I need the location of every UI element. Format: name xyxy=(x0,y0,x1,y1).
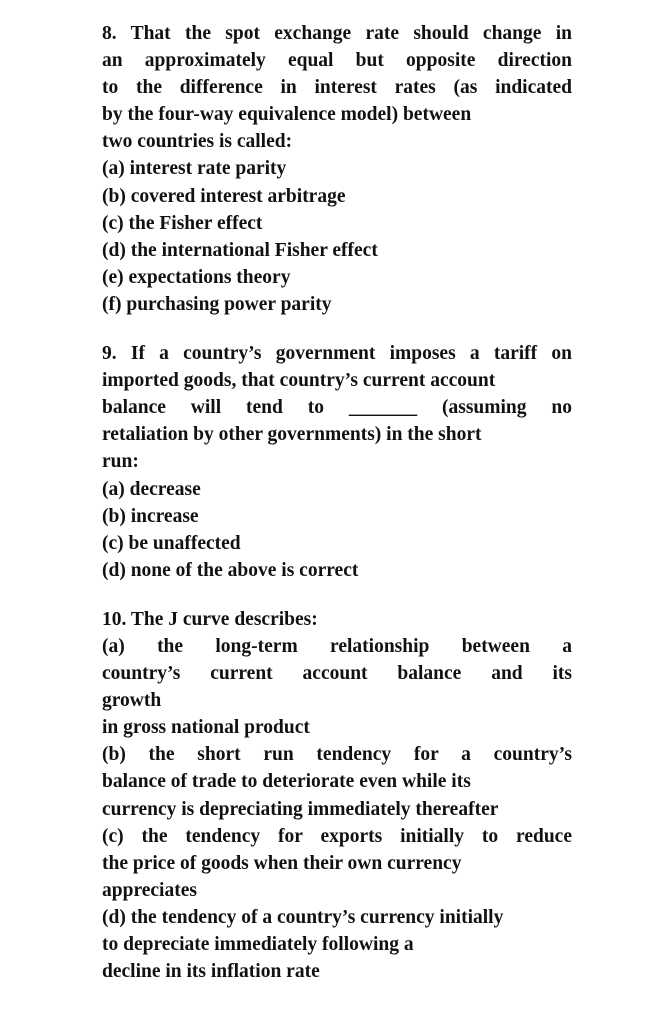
option-d-line: to depreciate immediately following a xyxy=(102,934,414,955)
option-b: (b) increase xyxy=(102,505,199,527)
option-c-line: (c) the tendency for exports initially to reduce xyxy=(102,825,572,847)
option-c: (c) be unaffected xyxy=(102,532,241,554)
spacer xyxy=(102,584,572,606)
option-f: (f) purchasing power parity xyxy=(102,293,332,315)
option-a-line: growth xyxy=(102,690,162,712)
option-d-line: decline in its inflation rate xyxy=(102,961,320,983)
option-b-line: balance of trade to deteriorate even while its xyxy=(102,771,471,793)
option-c-line: the price of goods when their own currency xyxy=(102,852,462,874)
option-b-line: currency is depreciating immediately thereafter xyxy=(102,798,499,820)
stem-line: 9. If a country’s government imposes a tariff on xyxy=(102,343,572,365)
question-10-options xyxy=(102,633,572,985)
question-8 xyxy=(102,20,572,318)
question-10 xyxy=(102,606,572,985)
question-8-stem xyxy=(102,20,572,155)
option-a-line: in gross national product xyxy=(102,717,310,739)
stem-line: 10. The J curve describes: xyxy=(102,608,318,630)
stem-line: an approximately equal but opposite direction xyxy=(102,50,572,72)
option-b: (b) covered interest arbitrage xyxy=(102,185,346,207)
stem-line: two countries is called: xyxy=(102,131,293,153)
option-d: (d) the international Fisher effect xyxy=(102,239,378,261)
option-d: (d) none of the above is correct xyxy=(102,559,359,581)
question-9-options xyxy=(102,476,572,584)
question-9 xyxy=(102,340,572,584)
option-d-line: (d) the tendency of a country’s currency initially xyxy=(102,906,504,928)
option-a-line: country’s current account balance and its xyxy=(102,663,572,685)
stem-line: retaliation by other governments) in the short xyxy=(102,424,482,446)
question-8-options xyxy=(102,155,572,318)
question-10-stem xyxy=(102,606,572,633)
option-a-line: (a) the long-term relationship between a xyxy=(102,635,572,657)
option-b-line: (b) the short run tendency for a country’s xyxy=(102,744,572,766)
stem-line: run: xyxy=(102,451,139,473)
question-9-stem xyxy=(102,340,572,475)
stem-line: imported goods, that country’s current account xyxy=(102,370,496,392)
option-e: (e) expectations theory xyxy=(102,266,291,288)
stem-line: to the difference in interest rates (as indicated xyxy=(102,77,572,99)
stem-line: 8. That the spot exchange rate should change in xyxy=(102,23,572,44)
stem-line: by the four-way equivalence model) between xyxy=(102,104,472,126)
option-c-line: appreciates xyxy=(102,879,197,901)
stem-line: balance will tend to _______ (assuming no xyxy=(102,397,572,419)
question-document xyxy=(102,20,572,985)
option-c: (c) the Fisher effect xyxy=(102,212,263,234)
option-a: (a) decrease xyxy=(102,478,201,500)
spacer xyxy=(102,318,572,340)
option-a: (a) interest rate parity xyxy=(102,158,287,180)
